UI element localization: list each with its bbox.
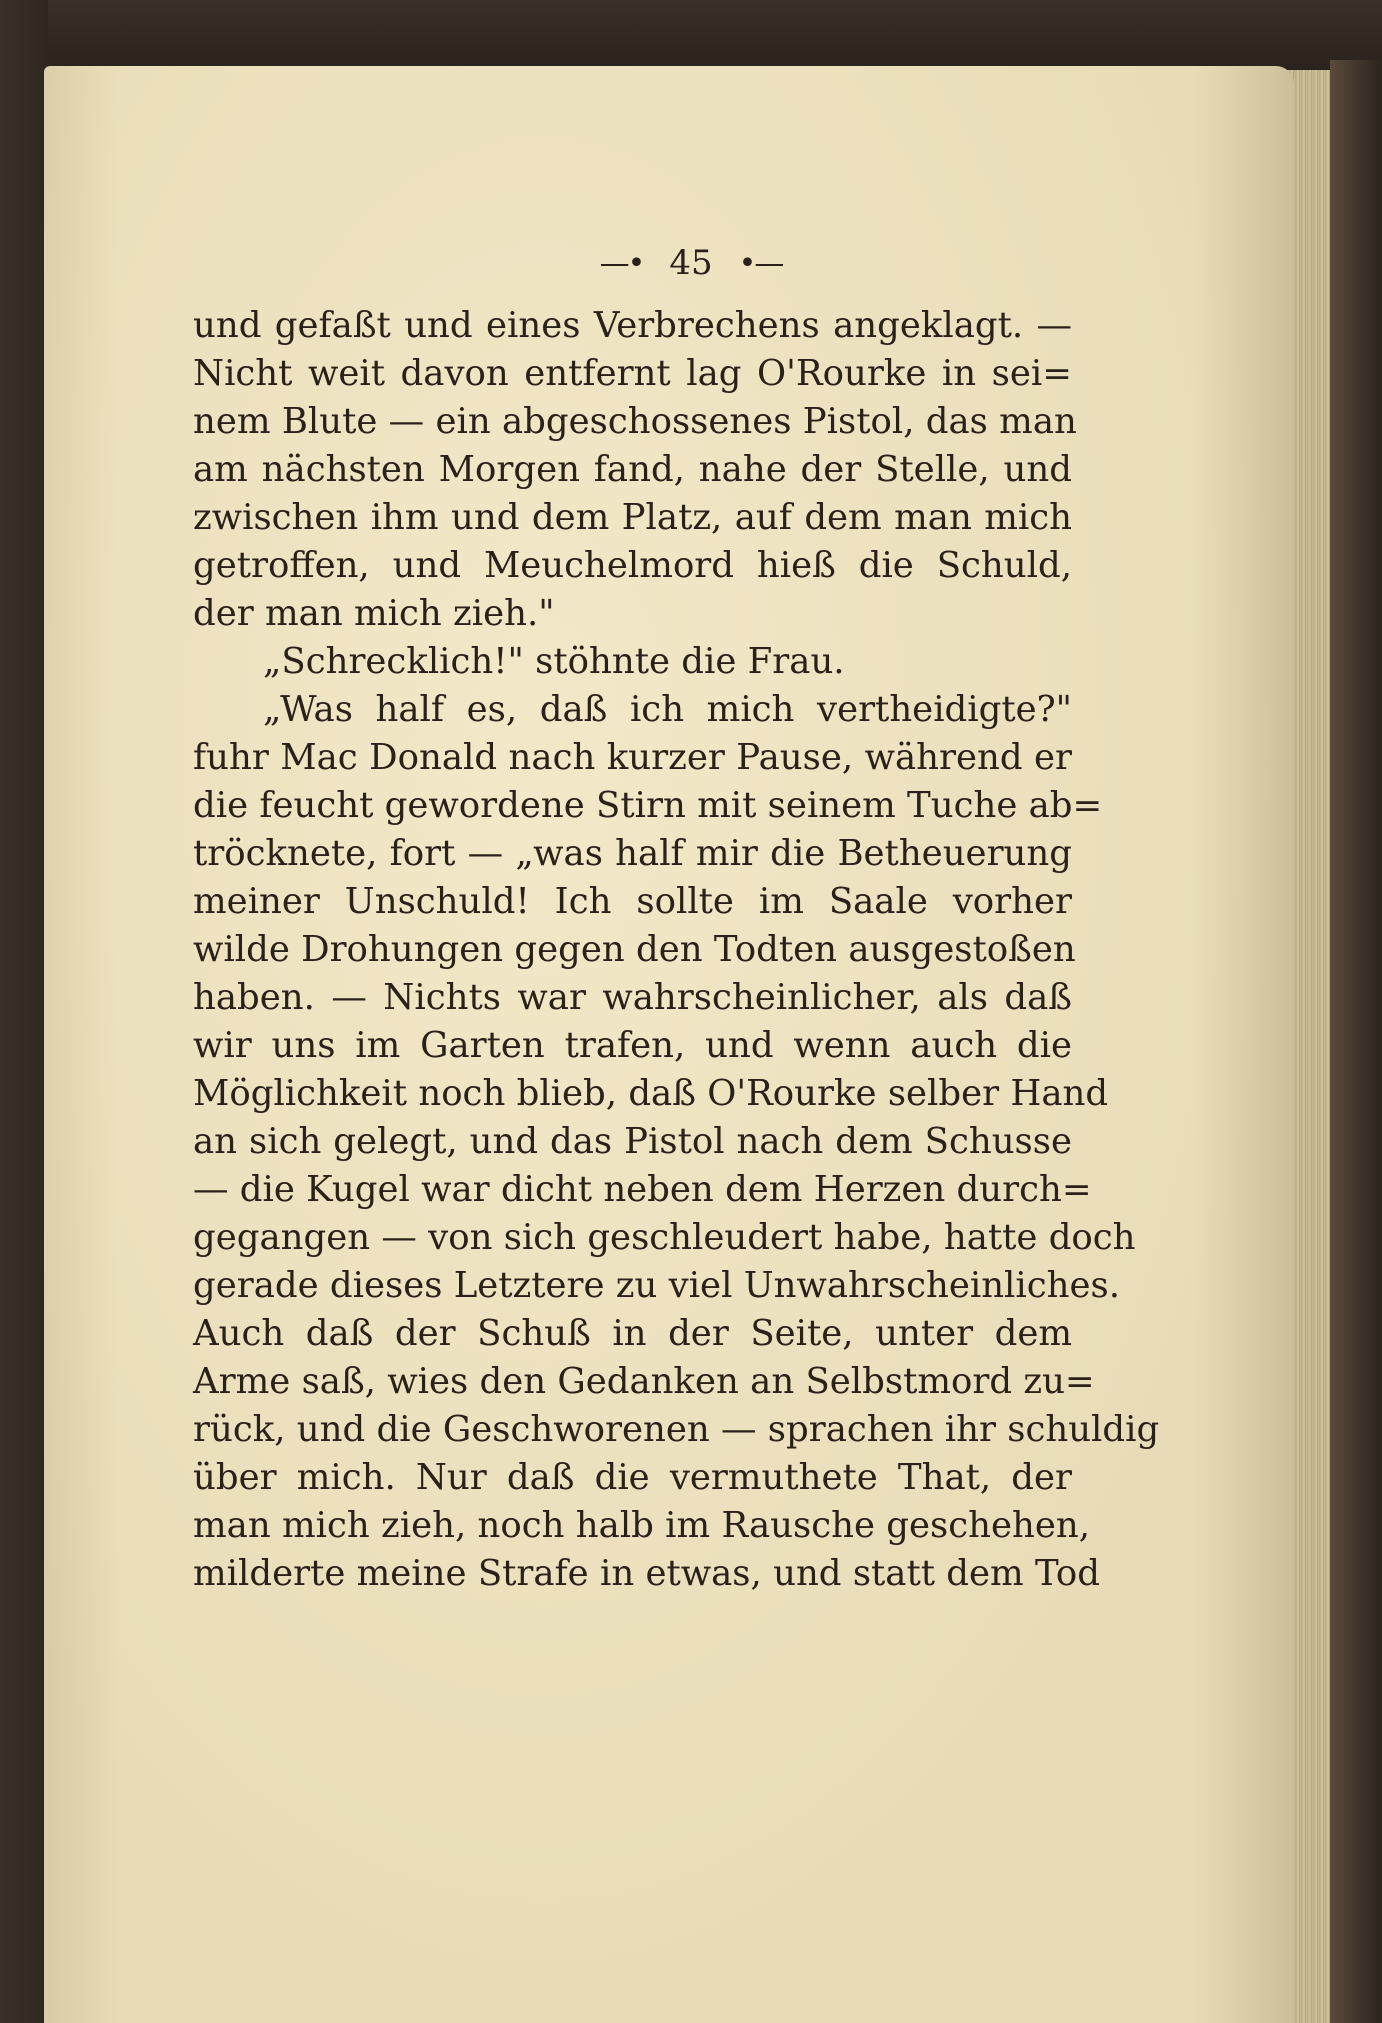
text-line: an sich gelegt, und das Pistol nach dem Schusse <box>193 1121 1072 1162</box>
text-line: man mich zieh, noch halb im Rausche geschehen, <box>193 1505 1091 1546</box>
text-line: Arme saß, wies den Gedanken an Selbstmord zu= <box>193 1361 1095 1402</box>
text-line: haben. — Nichts war wahrscheinlicher, als daß <box>193 977 1072 1018</box>
page-header <box>0 228 1382 298</box>
text-line: und gefaßt und eines Verbrechens angeklagt. — <box>193 305 1072 346</box>
text-line: gegangen — von sich geschleudert habe, hatte doch <box>193 1217 1136 1258</box>
header-ornament-left: —• <box>599 245 644 281</box>
text-line: meiner Unschuld! Ich sollte im Saale vorher <box>193 881 1072 922</box>
text-line: rück, und die Geschworenen — sprachen ihr schuldig <box>193 1409 1160 1450</box>
text-line: gerade dieses Letztere zu viel Unwahrscheinliches. <box>193 1265 1121 1306</box>
text-line: — die Kugel war dicht neben dem Herzen durch= <box>193 1169 1092 1210</box>
book-cover-top <box>0 0 1382 70</box>
text-line: über mich. Nur daß die vermuthete That, der <box>193 1457 1072 1498</box>
text-line: „Schrecklich!" stöhnte die Frau. <box>263 641 845 682</box>
text-line: milderte meine Strafe in etwas, und statt dem Tod <box>193 1553 1100 1594</box>
text-line: die feucht gewordene Stirn mit seinem Tuche ab= <box>193 785 1103 826</box>
text-line: Möglichkeit noch blieb, daß O'Rourke selber Hand <box>193 1073 1109 1114</box>
text-line: am nächsten Morgen fand, nahe der Stelle, und <box>193 449 1072 490</box>
text-line: „Was half es, daß ich mich vertheidigte?" <box>263 689 1072 730</box>
text-line: nem Blute — ein abgeschossenes Pistol, das man <box>193 401 1077 442</box>
header-ornament-right: •— <box>738 245 783 281</box>
text-line: Auch daß der Schuß in der Seite, unter dem <box>193 1313 1072 1354</box>
text-line: getroffen, und Meuchelmord hieß die Schuld, <box>193 545 1072 586</box>
text-line: der man mich zieh." <box>193 593 555 634</box>
book-cover-left <box>0 0 48 2023</box>
book-cover-right <box>1330 60 1382 2023</box>
text-line: wilde Drohungen gegen den Todten ausgestoßen <box>193 929 1076 970</box>
text-line: zwischen ihm und dem Platz, auf dem man mich <box>193 497 1072 538</box>
text-line: tröcknete, fort — „was half mir die Betheuerung <box>193 833 1072 874</box>
text-line: Nicht weit davon entfernt lag O'Rourke in sei= <box>193 353 1072 394</box>
text-line: wir uns im Garten trafen, und wenn auch die <box>193 1025 1072 1066</box>
text-line: fuhr Mac Donald nach kurzer Pause, während er <box>193 737 1072 778</box>
page-number: 45 <box>669 243 713 283</box>
